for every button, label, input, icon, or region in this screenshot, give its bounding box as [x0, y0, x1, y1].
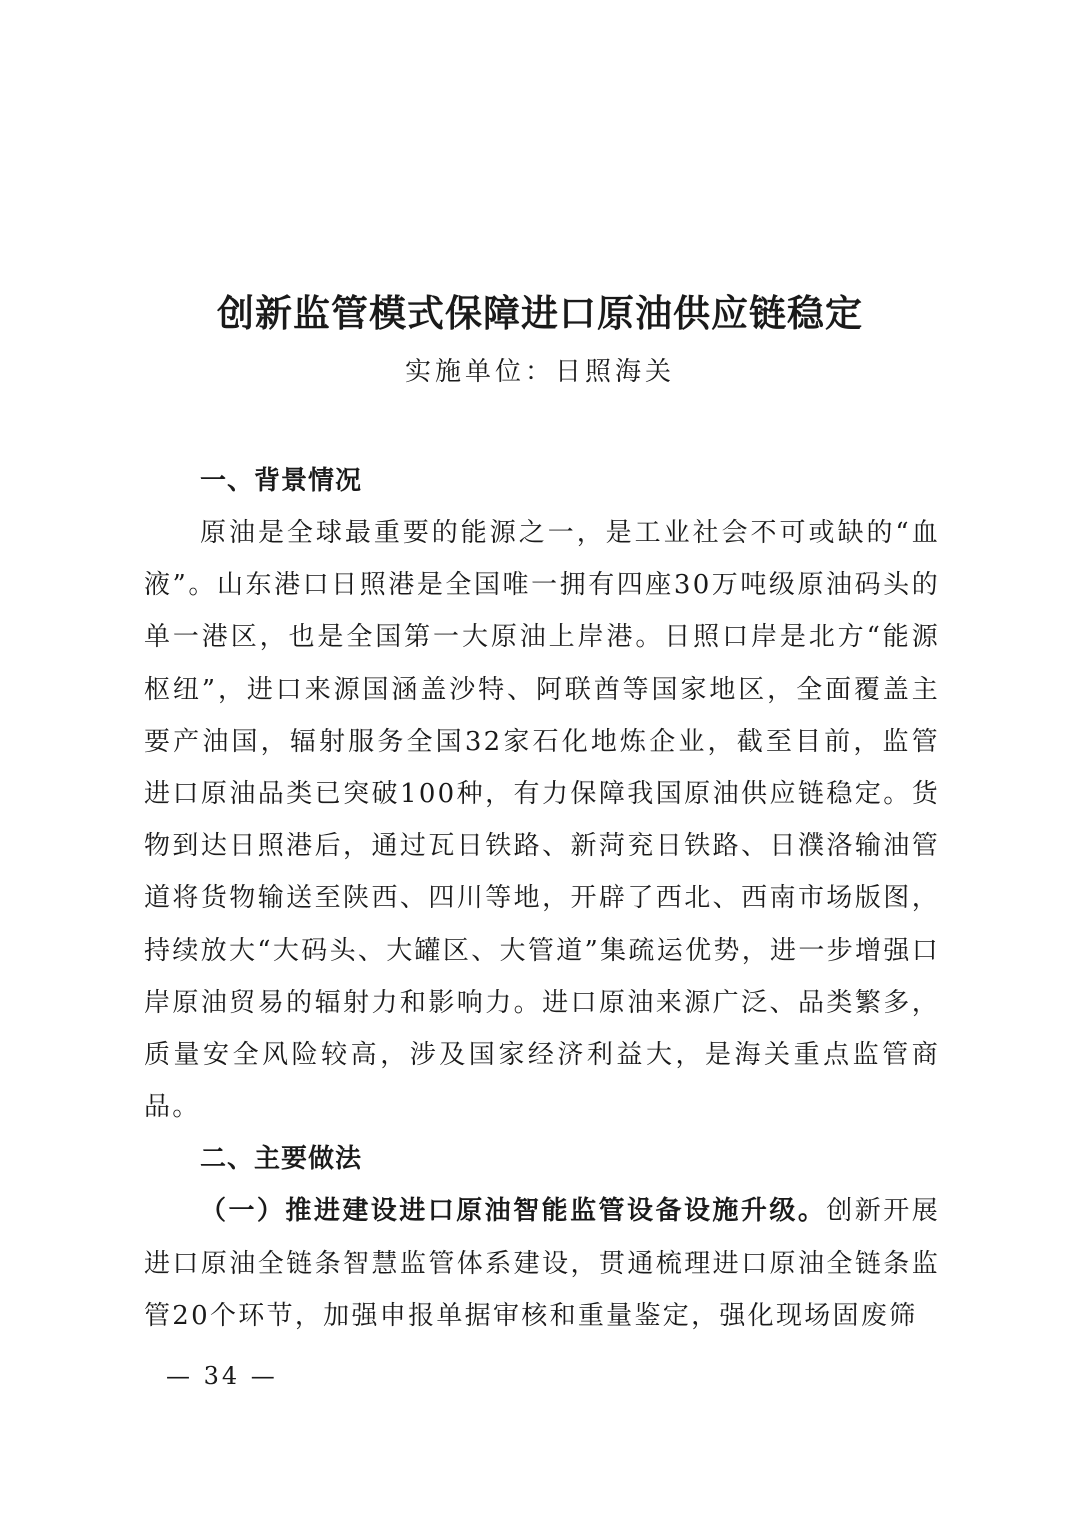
page-number: — 34 —: [166, 1362, 278, 1390]
paragraph-background: 原油是全球最重要的能源之一，是工业社会不可或缺的“血液”。山东港口日照港是全国唯一拥有四座30万吨级原油码头的单一港区，也是全国第一大原油上岸港。日照口岸是北方“能源枢纽”，进口来源国涵盖沙特、阿联酋等国家地区，全面覆盖主要产油国，辐射服务全国32家石化地炼企业，截至目前，监管进口原油品类已突破100种，有力保障我国原油供应链稳定。货物到达日照港后，通过瓦日铁路、新菏兖日铁路、日濮洛输油管道将货物输送至陕西、四川等地，开辟了西北、西南市场版图，持续放大“大码头、大罐区、大管道”集疏运优势，进一步增强口岸原油贸易的辐射力和影响力。进口原油来源广泛、品类繁多，质量安全风险较高，涉及国家经济利益大，是海关重点监管商品。: [144, 518, 940, 1123]
section-heading-background: 一、背景情况: [200, 466, 363, 496]
page-title: 创新监管模式保障进口原油供应链稳定: [217, 291, 863, 335]
paragraph-body-text: 创新开展进口原油全链条智慧监管体系建设，贯通梳理进口原油全链条监管20个环节，加强申报单据审核和重量鉴定，强化现场固废筛: [144, 1196, 940, 1331]
implementing-unit: 实施单位：日照海关: [404, 357, 675, 387]
paragraph-lead-sentence: （一）推进建设进口原油智能监管设备设施升级。: [200, 1196, 827, 1227]
paragraph-main-practices: [144, 1185, 940, 1342]
section-heading-main-practices: 二、主要做法: [200, 1144, 363, 1175]
document-body: [144, 455, 940, 1342]
